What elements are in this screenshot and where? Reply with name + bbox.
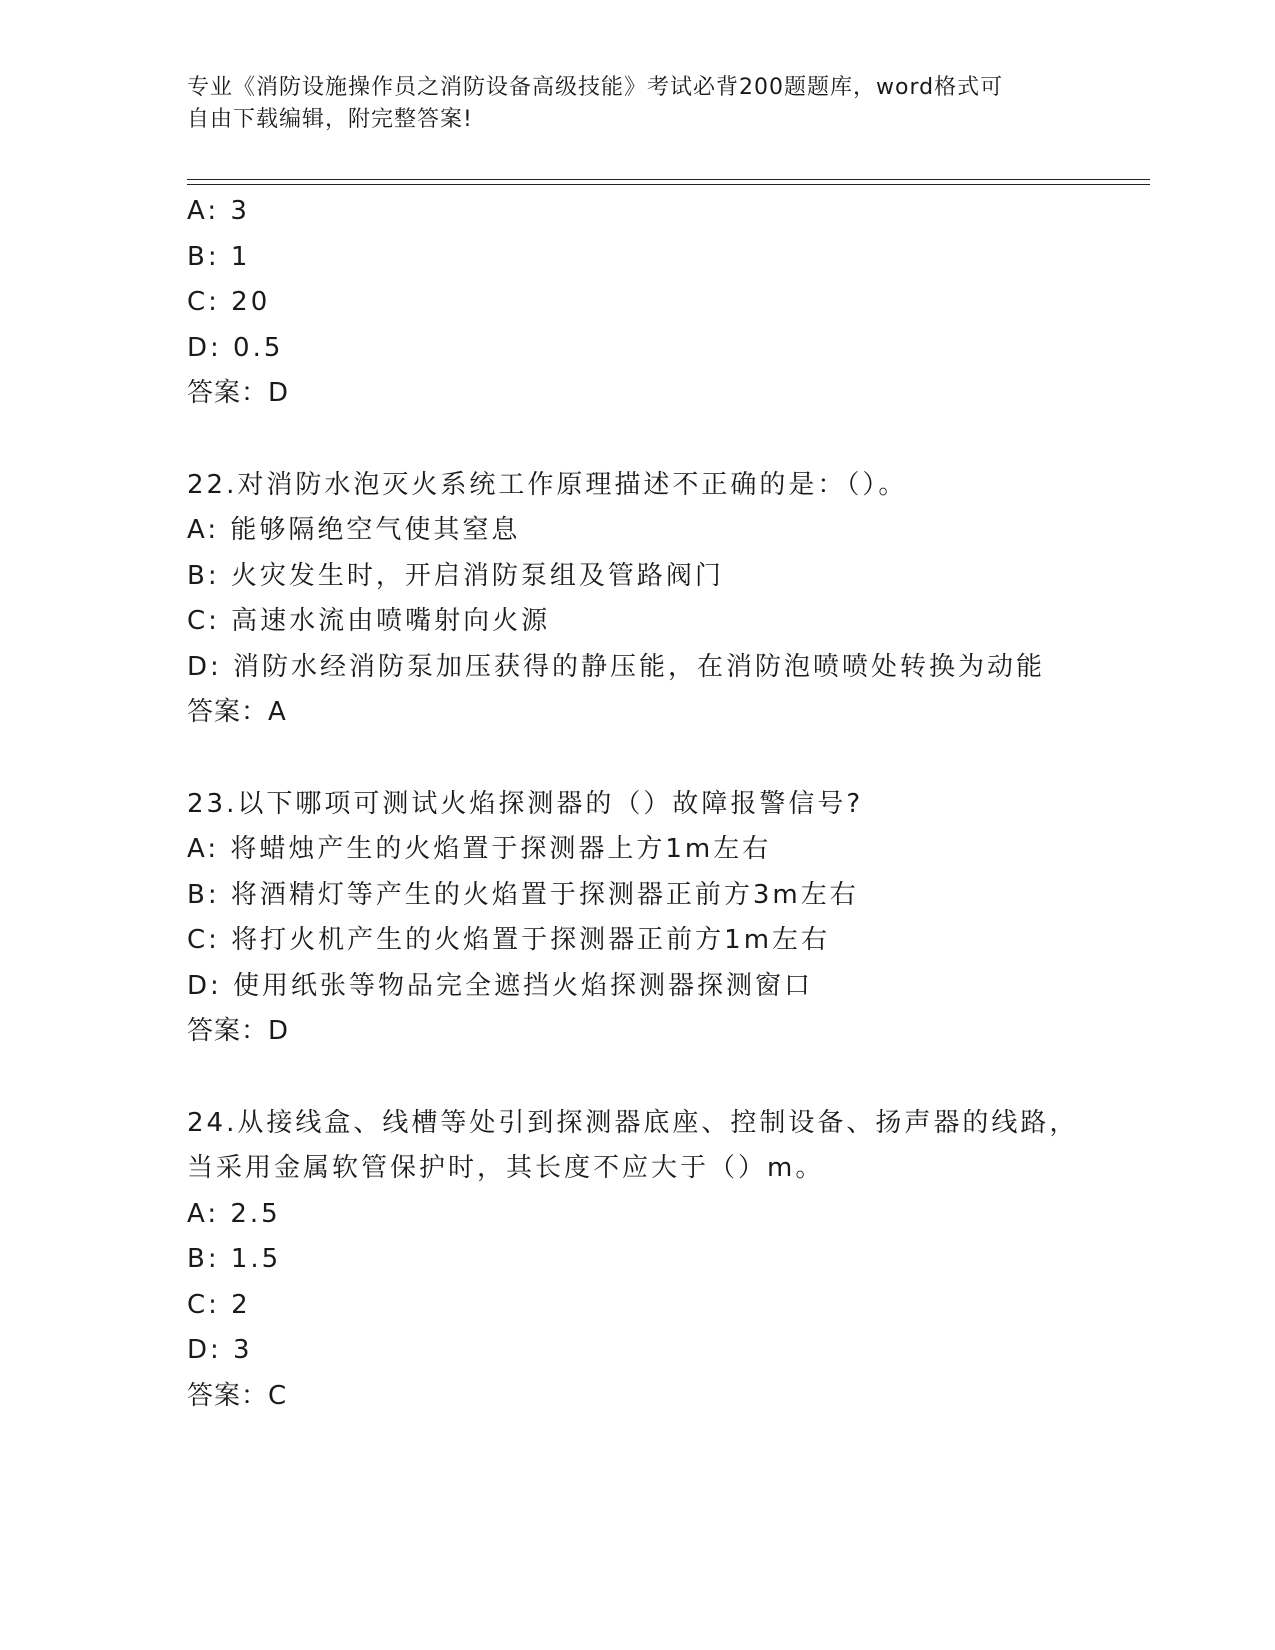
- option-b: B: 1.5: [187, 1244, 282, 1274]
- header-line-1: 专业《消防设施操作员之消防设备高级技能》考试必背200题题库，word格式可: [187, 75, 1004, 100]
- question-spacer: [187, 1055, 1150, 1101]
- question-spacer: [187, 417, 1150, 463]
- question-block-21: [187, 189, 1150, 417]
- question-stem: 23.以下哪项可测试火焰探测器的（）故障报警信号?: [187, 788, 864, 819]
- header-divider-top: [187, 179, 1150, 180]
- option-d: D: 3: [187, 1335, 253, 1365]
- answer-line: 答案：A: [187, 697, 287, 727]
- option-b: B: 将酒精灯等产生的火焰置于探测器正前方3m左右: [187, 879, 859, 910]
- option-a: A: 能够隔绝空气使其窒息: [187, 515, 521, 545]
- option-a: A: 3: [187, 196, 250, 226]
- option-d: D: 使用纸张等物品完全遮挡火焰探测器探测窗口: [187, 970, 814, 1001]
- option-a: A: 将蜡烛产生的火焰置于探测器上方1m左右: [187, 834, 772, 864]
- option-c: C: 2: [187, 1289, 251, 1320]
- option-c: C: 20: [187, 287, 271, 317]
- answer-line: 答案：D: [187, 378, 290, 408]
- option-c: C: 将打火机产生的火焰置于探测器正前方1m左右: [187, 925, 831, 955]
- question-block-24: [187, 1101, 1150, 1420]
- option-c: C: 高速水流由喷嘴射向火源: [187, 606, 551, 636]
- question-stem-line-2: 当采用金属软管保护时，其长度不应大于（）m。: [187, 1153, 825, 1183]
- answer-line: 答案：C: [187, 1380, 288, 1411]
- answer-line: 答案：D: [187, 1016, 290, 1046]
- question-stem: 22.对消防水泡灭火系统工作原理描述不正确的是：（）。: [187, 469, 908, 500]
- question-block-22: [187, 463, 1150, 736]
- option-a: A: 2.5: [187, 1198, 281, 1229]
- option-d: D: 消防水经消防泵加压获得的静压能，在消防泡喷喷处转换为动能: [187, 651, 1046, 682]
- option-b: B: 1: [187, 241, 251, 272]
- option-d: D: 0.5: [187, 332, 284, 363]
- option-b: B: 火灾发生时，开启消防泵组及管路阀门: [187, 560, 724, 591]
- header-line-2: 自由下载编辑，附完整答案!: [187, 107, 473, 132]
- question-stem-line-1: 24.从接线盒、线槽等处引到探测器底座、控制设备、扬声器的线路，: [187, 1107, 1079, 1138]
- header-divider-bottom: [187, 184, 1150, 185]
- question-block-23: [187, 782, 1150, 1055]
- question-spacer: [187, 736, 1150, 782]
- document-header: [187, 72, 1067, 136]
- question-content: [187, 189, 1150, 1419]
